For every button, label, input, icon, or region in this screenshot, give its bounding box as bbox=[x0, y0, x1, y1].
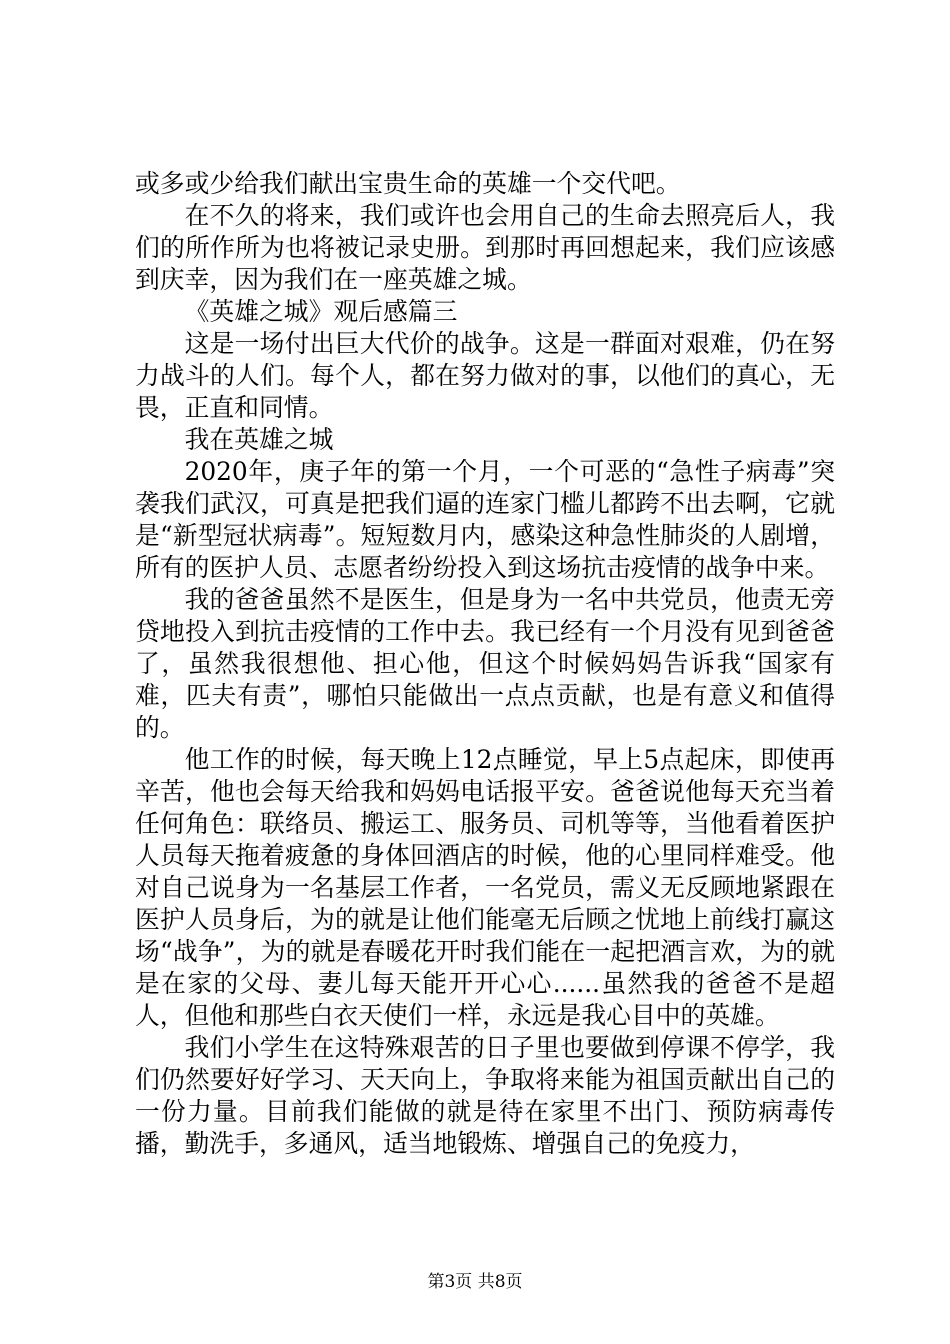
page-footer: 第3页 共8页 bbox=[427, 1272, 523, 1292]
paragraph: 2020年，庚子年的第一个月，一个可恶的“急性子病毒”突袭我们武汉，可真是把我们逼的连家门槛儿都跨不出去啊，它就是“新型冠状病毒”。短短数月内，感染这种急性肺炎的人剧增，所有的医护人员、志愿者纷纷投入到这场抗击疫情的战争中来。 bbox=[135, 457, 835, 582]
paragraph: 他工作的时候，每天晚上12点睡觉，早上5点起床，即使再辛苦，他也会每天给我和妈妈电话报平安。爸爸说他每天充当着任何角色：联络员、搬运工、服务员、司机等等，当他看着医护人员每天拖着疲惫的身体回酒店的时候，他的心里同样难受。他对自己说身为一名基层工作者，一名党员，需义无反顾地紧跟在医护人员身后，为的就是让他们能毫无后顾之忧地上前线打赢这场“战争”，为的就是春暖花开时我们能在一起把酒言欢，为的就是在家的父母、妻儿每天能开开心心......虽然我的爸爸不是超人，但他和那些白衣天使们一样，永远是我心目中的英雄。 bbox=[135, 745, 835, 1030]
paragraph: 或多或少给我们献出宝贵生命的英雄一个交代吧。 bbox=[135, 169, 681, 198]
section-heading: 《英雄之城》观后感篇三 bbox=[184, 297, 458, 326]
document-body bbox=[135, 168, 835, 1160]
paragraph: 我的爸爸虽然不是医生，但是身为一名中共党员，他责无旁贷地投入到抗击疫情的工作中去。我已经有一个月没有见到爸爸了，虽然我很想他、担心他，但这个时候妈妈告诉我“国家有难，匹夫有责”，哪怕只能做出一点点贡献，也是有意义和值得的。 bbox=[135, 585, 835, 742]
section-heading: 我在英雄之城 bbox=[184, 425, 334, 454]
paragraph: 这是一场付出巨大代价的战争。这是一群面对艰难，仍在努力战斗的人们。每个人，都在努力做对的事，以他们的真心，无畏，正直和同情。 bbox=[135, 329, 835, 422]
paragraph: 在不久的将来，我们或许也会用自己的生命去照亮后人，我们的所作所为也将被记录史册。到那时再回想起来，我们应该感到庆幸，因为我们在一座英雄之城。 bbox=[135, 201, 835, 294]
paragraph: 我们小学生在这特殊艰苦的日子里也要做到停课不停学，我们仍然要好好学习、天天向上，争取将来能为祖国贡献出自己的一份力量。目前我们能做的就是待在家里不出门、预防病毒传播，勤洗手，多通风，适当地锻炼、增强自己的免疫力， bbox=[135, 1033, 835, 1158]
